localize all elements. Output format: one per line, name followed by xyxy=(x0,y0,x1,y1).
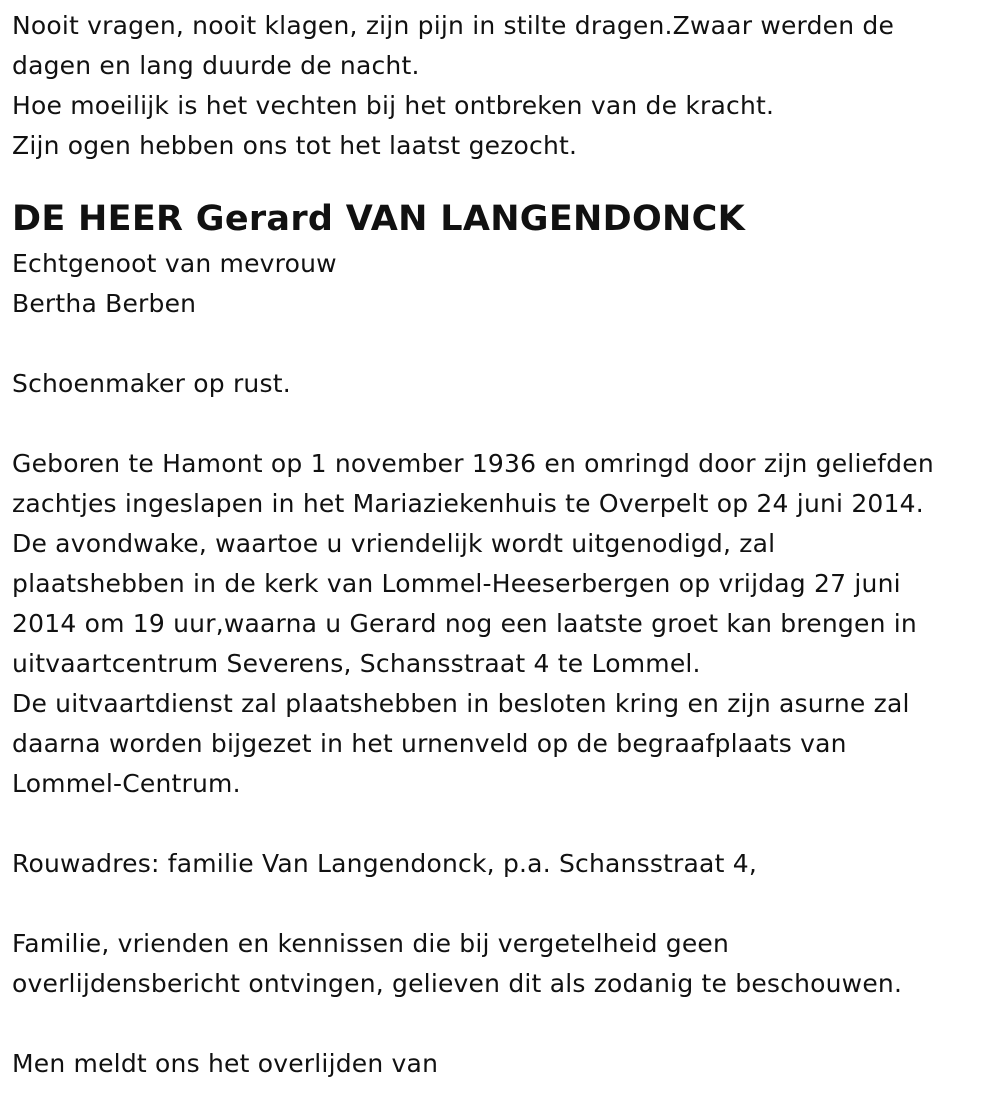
spacer xyxy=(12,804,988,844)
spacer xyxy=(12,324,988,364)
deceased-name-heading: DE HEER Gerard VAN LANGENDONCK xyxy=(12,199,746,239)
occupation-text: Schoenmaker op rust. xyxy=(12,369,291,398)
spouse-line: Bertha Berben xyxy=(12,289,197,318)
poem-block xyxy=(12,6,988,166)
details-line: De uitvaartdienst zal plaatshebben in besloten kring en zijn asurne zal xyxy=(12,689,910,718)
details-line: uitvaartcentrum Severens, Schansstraat 4 te Lommel. xyxy=(12,649,701,678)
poem-line: Nooit vragen, nooit klagen, zijn pijn in stilte dragen.Zwaar werden de xyxy=(12,11,895,40)
obituary-document xyxy=(12,6,988,1084)
spouse-block xyxy=(12,244,988,324)
spouse-line: Echtgenoot van mevrouw xyxy=(12,249,337,278)
poem-line: Zijn ogen hebben ons tot het laatst gezocht. xyxy=(12,131,578,160)
poem-line: Hoe moeilijk is het vechten bij het ontbreken van de kracht. xyxy=(12,91,775,120)
details-line: Geboren te Hamont op 1 november 1936 en omringd door zijn geliefden xyxy=(12,449,934,478)
details-line: daarna worden bijgezet in het urnenveld op de begraafplaats van xyxy=(12,729,847,758)
closing-text: Men meldt ons het overlijden van xyxy=(12,1049,439,1078)
details-line: Lommel-Centrum. xyxy=(12,769,241,798)
spacer xyxy=(12,1004,988,1044)
notice-line: overlijdensbericht ontvingen, gelieven dit als zodanig te beschouwen. xyxy=(12,969,903,998)
details-line: 2014 om 19 uur,waarna u Gerard nog een laatste groet kan brengen in xyxy=(12,609,917,638)
details-line: zachtjes ingeslapen in het Mariaziekenhuis te Overpelt op 24 juni 2014. xyxy=(12,489,924,518)
notice-line: Familie, vrienden en kennissen die bij vergetelheid geen xyxy=(12,929,730,958)
poem-line: dagen en lang duurde de nacht. xyxy=(12,51,420,80)
mourning-address-text: Rouwadres: familie Van Langendonck, p.a. Schansstraat 4, xyxy=(12,849,757,878)
details-line: De avondwake, waartoe u vriendelijk wordt uitgenodigd, zal xyxy=(12,529,776,558)
details-line: plaatshebben in de kerk van Lommel-Heeserbergen op vrijdag 27 juni xyxy=(12,569,901,598)
notice-block xyxy=(12,924,988,1004)
details-block xyxy=(12,444,988,804)
spacer xyxy=(12,404,988,444)
spacer xyxy=(12,884,988,924)
